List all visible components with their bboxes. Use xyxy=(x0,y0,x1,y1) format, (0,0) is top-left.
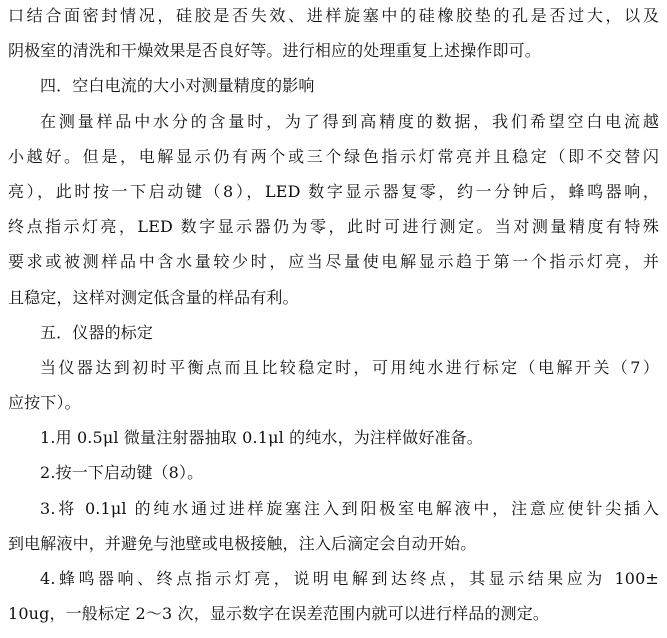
list-item: 4.蜂鸣器响、终点指示灯亮，说明电解到达终点，其显示结果应为 100± xyxy=(40,569,659,588)
list-item: 1.用 0.5μl 微量注射器抽取 0.1μl 的纯水，为注样做好准备。 xyxy=(40,428,483,448)
text-line: 当仪器达到初时平衡点而且比较稳定时，可用纯水进行标定（电解开关（7） xyxy=(40,357,659,377)
text-line: 到电解液中，并避免与池壁或电极接触，注入后滴定会自动开始。 xyxy=(8,533,477,553)
text-line: 口结合面密封情况，硅胶是否失效、进样旋塞中的硅橡胶垫的孔是否过大，以及 xyxy=(8,6,659,25)
text-line: 应按下）。 xyxy=(8,393,81,413)
text-line: 亮），此时按一下启动键（8），LED 数字显示器复零，约一分钟后，蜂鸣器响， xyxy=(8,181,659,201)
list-item: 3.将 0.1μl 的纯水通过进样旋塞注入到阳极室电解液中，注意应使针尖插入 xyxy=(40,498,659,518)
text-line: 10ug，一般标定 2～3 次，显示数字在误差范围内就可以进行样品的测定。 xyxy=(8,604,549,624)
text-line: 小越好。但是，电解显示仍有两个或三个绿色指示灯常亮并且稳定（即不交替闪 xyxy=(8,146,659,166)
section-heading: 四．空白电流的大小对测量精度的影响 xyxy=(40,76,315,96)
text-line: 终点指示灯亮，LED 数字显示器仍为零，此时可进行测定。当对测量精度有特殊 xyxy=(8,217,659,237)
text-line: 阴极室的清洗和干燥效果是否良好等。进行相应的处理重复上述操作即可。 xyxy=(8,41,541,61)
text-line: 在测量样品中水分的含量时，为了得到高精度的数据，我们希望空白电流越 xyxy=(40,111,659,131)
section-heading: 五．仪器的标定 xyxy=(40,322,154,342)
list-item: 2.按一下启动键（8）。 xyxy=(40,463,204,483)
text-line: 要求或被测样品中含水量较少时，应当尽量使电解显示趋于第一个指示灯亮，并 xyxy=(8,252,659,272)
text-line: 且稳定，这样对测定低含量的样品有利。 xyxy=(8,287,299,307)
